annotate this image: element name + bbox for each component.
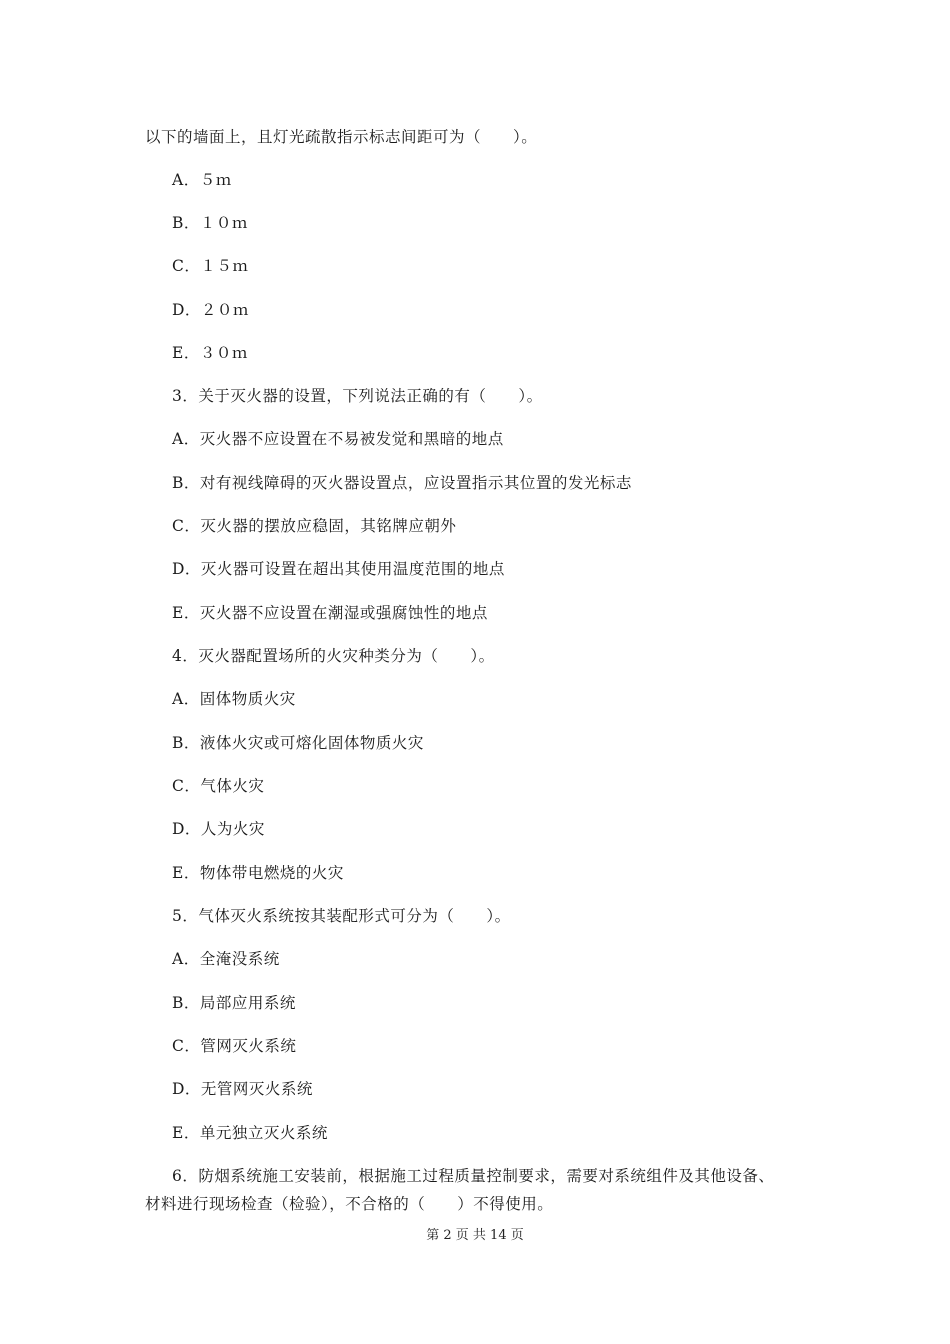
q5-option-c: C．管网灭火系统 bbox=[172, 1037, 297, 1055]
q5-option-b: B．局部应用系统 bbox=[172, 994, 296, 1012]
q2-option-d: D．２０ｍ bbox=[172, 301, 249, 319]
question-continuation: 以下的墙面上，且灯光疏散指示标志间距可为（ ）。 bbox=[145, 128, 538, 146]
q5-option-d: D．无管网灭火系统 bbox=[172, 1080, 313, 1098]
q4-option-c: C．气体火灾 bbox=[172, 777, 265, 795]
q6-stem-line2: 材料进行现场检查（检验），不合格的（ ）不得使用。 bbox=[145, 1195, 554, 1213]
q2-option-c: C．１５ｍ bbox=[172, 257, 249, 275]
q3-option-a: A．灭火器不应设置在不易被发觉和黑暗的地点 bbox=[172, 430, 504, 448]
q3-option-b: B．对有视线障碍的灭火器设置点，应设置指示其位置的发光标志 bbox=[172, 474, 632, 492]
q4-option-a: A．固体物质火灾 bbox=[172, 690, 296, 708]
q3-option-d: D．灭火器可设置在超出其使用温度范围的地点 bbox=[172, 560, 505, 578]
q3-stem: 3．关于灭火器的设置，下列说法正确的有（ ）。 bbox=[172, 387, 543, 405]
q4-option-d: D．人为火灾 bbox=[172, 820, 265, 838]
q6-stem-line1: 6．防烟系统施工安装前，根据施工过程质量控制要求，需要对系统组件及其他设备、 bbox=[172, 1167, 775, 1185]
q2-option-e: E．３０ｍ bbox=[172, 344, 248, 362]
q2-option-a: A．５ｍ bbox=[172, 171, 232, 189]
q4-option-b: B．液体火灾或可熔化固体物质火灾 bbox=[172, 734, 424, 752]
q5-option-e: E．单元独立灭火系统 bbox=[172, 1124, 328, 1142]
q4-option-e: E．物体带电燃烧的火灾 bbox=[172, 864, 344, 882]
q5-stem: 5．气体灭火系统按其装配形式可分为（ ）。 bbox=[172, 907, 511, 925]
q3-option-c: C．灭火器的摆放应稳固，其铭牌应朝外 bbox=[172, 517, 457, 535]
q3-option-e: E．灭火器不应设置在潮湿或强腐蚀性的地点 bbox=[172, 604, 488, 622]
q2-option-b: B．１０ｍ bbox=[172, 214, 248, 232]
q4-stem: 4．灭火器配置场所的火灾种类分为（ ）。 bbox=[172, 647, 495, 665]
q5-option-a: A．全淹没系统 bbox=[172, 950, 280, 968]
page-footer: 第 2 页 共 14 页 bbox=[426, 1228, 524, 1243]
